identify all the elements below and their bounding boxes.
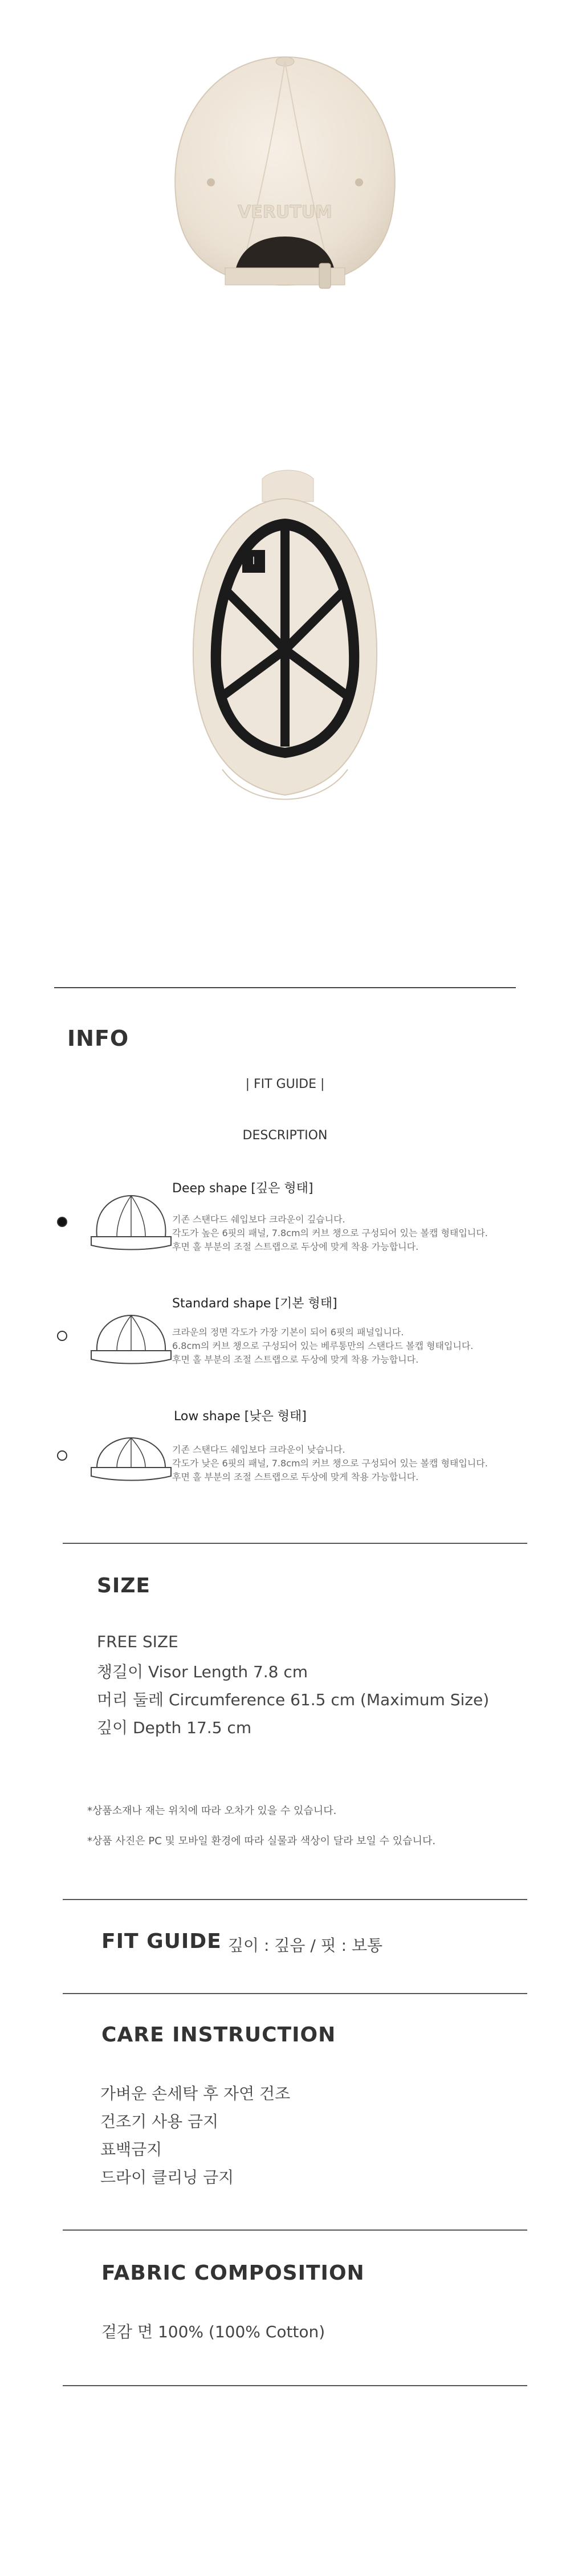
desc-line: 후면 홀 부분의 조절 스트랩으로 두상에 맞게 착용 가능합니다. — [172, 1241, 419, 1252]
divider-top — [54, 987, 516, 988]
size-line: FREE SIZE — [97, 1632, 178, 1651]
size-line: 깊이 Depth 17.5 cm — [97, 1718, 252, 1737]
desc-line: 후면 홀 부분의 조절 스트랩으로 두상에 맞게 착용 가능합니다. — [172, 1354, 419, 1365]
svg-text:ꟾ: ꟾ — [252, 557, 255, 566]
cap-inside-illustration — [188, 467, 382, 809]
care-line: 가벼운 손세탁 후 자연 건조 — [100, 2084, 291, 2103]
shape-option-low[interactable] — [51, 1402, 519, 1493]
desc-line: 크라운의 정면 각도가 가장 기본이 되어 6핏의 패널입니다. — [172, 1327, 404, 1338]
fit-guide-heading: FIT GUIDE — [101, 1930, 222, 1953]
info-heading: INFO — [67, 1026, 129, 1051]
fit-guide-label: | FIT GUIDE | — [245, 1077, 325, 1091]
fit-guide-value: 깊이 : 깊음 / 핏 : 보통 — [228, 1936, 383, 1955]
care-heading: CARE INSTRUCTION — [101, 2023, 336, 2047]
shape-option-deep[interactable] — [51, 1174, 519, 1265]
cap-back-photo — [148, 17, 422, 336]
shape-option-standard[interactable] — [51, 1288, 519, 1379]
size-line: 머리 둘레 Circumference 61.5 cm (Maximum Size) — [97, 1690, 490, 1709]
desc-line: 각도가 낮은 6핏의 패널, 7.8cm의 커브 챙으로 구성되어 있는 볼캡 형태입니다. — [172, 1458, 488, 1469]
divider — [63, 1543, 527, 1544]
low-shape-cap-icon — [85, 1422, 177, 1485]
divider — [63, 2229, 527, 2231]
shape-description — [172, 1443, 488, 1484]
shape-description — [172, 1326, 473, 1367]
size-note: *상품 사진은 PC 및 모바일 환경에 따라 실물과 색상이 달라 보일 수 있습니다. — [87, 1835, 436, 1847]
cap-inside-photo — [188, 467, 382, 809]
size-note: *상품소재나 재는 위치에 따라 오차가 있을 수 있습니다. — [87, 1805, 337, 1817]
shape-title: Low shape [낮은 형태] — [174, 1409, 307, 1424]
desc-line: 기존 스탠다드 쉐입보다 크라운이 낮습니다. — [172, 1444, 345, 1455]
size-line: 챙길이 Visor Length 7.8 cm — [97, 1662, 308, 1681]
deep-shape-cap-icon — [85, 1191, 177, 1254]
care-line: 건조기 사용 금지 — [100, 2112, 219, 2131]
size-heading: SIZE — [97, 1574, 151, 1597]
radio-selected-icon[interactable] — [57, 1217, 67, 1227]
radio-unselected-icon[interactable] — [57, 1331, 67, 1341]
care-line: 드라이 클리닝 금지 — [100, 2168, 234, 2187]
desc-line: 6.8cm의 커브 챙으로 구성되어 있는 베루통만의 스탠다드 볼캡 형태입니다. — [172, 1340, 474, 1351]
fabric-heading: FABRIC COMPOSITION — [101, 2261, 365, 2285]
description-label: DESCRIPTION — [242, 1128, 328, 1143]
divider-bottom — [63, 2385, 527, 2386]
desc-line: 각도가 높은 6핏의 패널, 7.8cm의 커브 챙으로 구성되어 있는 볼캡 형태입니다. — [172, 1228, 488, 1238]
cap-back-illustration — [148, 17, 422, 336]
cap-back-logo: VERUTUM — [238, 202, 332, 222]
radio-unselected-icon[interactable] — [57, 1450, 67, 1461]
divider — [63, 1993, 527, 1994]
fabric-value: 겉감 면 100% (100% Cotton) — [101, 2322, 325, 2341]
desc-line: 후면 홀 부분의 조절 스트랩으로 두상에 맞게 착용 가능합니다. — [172, 1472, 419, 1482]
shape-title: Deep shape [깊은 형태] — [172, 1181, 314, 1196]
divider — [63, 1899, 527, 1900]
standard-shape-cap-icon — [85, 1305, 177, 1368]
shape-title: Standard shape [기본 형태] — [172, 1297, 337, 1311]
care-line: 표백금지 — [100, 2140, 162, 2159]
desc-line: 기존 스탠다드 쉐입보다 크라운이 깊습니다. — [172, 1214, 345, 1225]
shape-description — [172, 1213, 488, 1254]
